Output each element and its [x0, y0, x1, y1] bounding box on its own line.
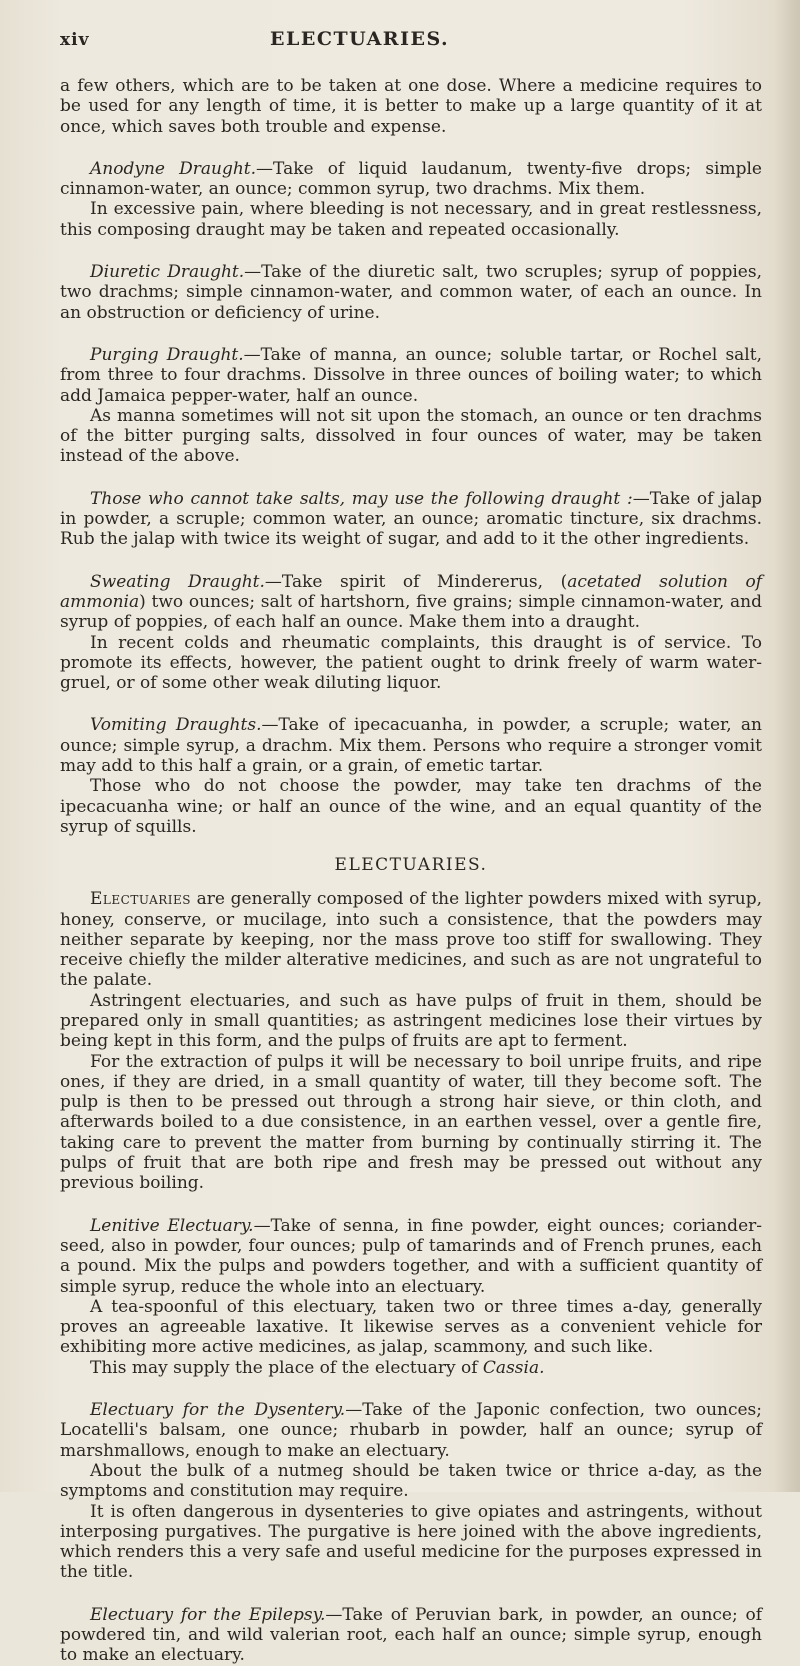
recipe-dysentery-electuary: [60, 1400, 762, 1461]
recipe-title: Those who cannot take salts, may use the following draught :: [90, 488, 633, 509]
paragraph-intro: a few others, which are to be taken at one dose. Where a medicine requires to be used for any length of time, it is better to make up a large quantity of it at once, which saves both trouble and expense.: [60, 76, 762, 137]
running-head: [60, 28, 762, 58]
recipe-title: Diuretic Draught.: [90, 262, 245, 283]
paragraph-lenitive-note: A tea-spoonful of this electuary, taken two or three times a-day, generally proves an agreeable laxative. It likewise serves as a convenient vehicle for exhibiting more active medicines, as jalap, scammony, and such like.: [60, 1296, 762, 1358]
section-heading: ELECTUARIES.: [334, 855, 488, 876]
recipe-body: —Take of senna, in fine powder, eight ounces; coriander-seed, also in powder, four ounces; pulp of tamarinds and of French prunes, each a pound. Mix the pulps and powders together, and with a sufficient quantity of simple syrup, reduce the whole into an electuary.: [60, 1215, 762, 1297]
page-number: xiv: [60, 30, 90, 50]
paragraph-cassia: [60, 1358, 762, 1378]
recipe-vomiting-draughts: [60, 715, 762, 776]
recipe-diuretic-draught: [60, 262, 762, 323]
recipe-title: Anodyne Draught.: [90, 158, 257, 179]
recipe-title: Lenitive Electuary.: [90, 1215, 254, 1236]
recipe-body: —Take of the Japonic confection, two ounces; Locatelli's balsam, one ounce; rhubarb in powder, half an ounce; syrup of marshmallows, enough to make an electuary.: [60, 1400, 763, 1461]
recipe-body-cont: ) two ounces; salt of hartshorn, five grains; simple cinnamon-water, and syrup of poppies, of each half an ounce. Make them into a draught.: [60, 591, 762, 633]
recipe-body: —Take of jalap in powder, a scruple; common water, an ounce; aromatic tincture, six drachms. Rub the jalap with twice its weight of sugar, and add to it the other ingredients.: [60, 488, 763, 550]
recipe-title: Sweating Draught.: [90, 571, 265, 592]
recipe-body: —Take of ipecacuanha, in powder, a scruple; water, an ounce; simple syrup, a drachm. Mix them. Persons who require a stronger vomit may add to this half a grain, or a grain, of emetic tartar.: [60, 715, 762, 777]
paragraph-purging-note: As manna sometimes will not sit upon the stomach, an ounce or ten drachms of the bitter purging salts, dissolved in four ounces of water, may be taken instead of the above.: [60, 405, 762, 467]
paragraph-vomiting-note: Those who do not choose the powder, may take ten drachms of the ipecacuanha wine; or half an ounce of the wine, and an equal quantity of the syrup of squills.: [60, 776, 762, 837]
paragraph-dysentery-note: It is often dangerous in dysenteries to give opiates and astringents, without interposing purgatives. The purgative is here joined with the above ingredients, which renders this a very safe and useful medicine for the purposes expressed in the title.: [60, 1501, 762, 1583]
recipe-body: —Take spirit of Mindererus, (: [264, 571, 568, 592]
running-title: ELECTUARIES.: [270, 28, 450, 50]
recipe-body: —Take of manna, an ounce; soluble tartar, or Rochel salt, from three to four drachms. Dissolve in three ounces of boiling water; to which add Jamaica pepper-water, half an ounce.: [60, 344, 762, 406]
page-edge-shadow: [774, 0, 800, 1492]
paragraph-anodyne-note: In excessive pain, where bleeding is not necessary, and in great restlessness, this composing draught may be taken and repeated occasionally.: [60, 199, 762, 240]
recipe-title: Purging Draught.: [90, 344, 244, 365]
recipe-purging-draught: [60, 345, 762, 406]
recipe-title: Electuary for the Dysentery.: [90, 1400, 346, 1421]
recipe-lenitive-electuary: [60, 1216, 762, 1297]
cassia-word: Cassia.: [482, 1357, 545, 1378]
lead-word: Electuaries: [90, 889, 191, 910]
paragraph-dysentery-dose: About the bulk of a nutmeg should be taken twice or thrice a-day, as the symptoms and constitution may require.: [60, 1460, 762, 1502]
paragraph-body: This may supply the place of the electuary of: [90, 1357, 483, 1378]
recipe-body: —Take of the diuretic salt, two scruples; syrup of poppies, two drachms; simple cinnamon-water, and common water, of each an ounce. In an obstruction or deficiency of urine.: [60, 262, 762, 323]
paragraph-electuaries-intro: [60, 889, 762, 990]
recipe-body: —Take of liquid laudanum, twenty-five drops; simple cinnamon-water, an ounce; common syrup, two drachms. Mix them.: [60, 158, 762, 200]
paragraph-sweating-note: In recent colds and rheumatic complaints, this draught is of service. To promote its effects, however, the patient ought to drink freely of warm water-gruel, or of some other weak diluting liquor.: [60, 632, 762, 694]
paragraph-body: are generally composed of the lighter powders mixed with syrup, honey, conserve, or mucilage, into such a consistence, that the powders may neither separate by keeping, nor the mass prove too stiff for swallowing. They receive chiefly the milder alterative medicines, and such as are not ungrateful to the palate.: [60, 889, 762, 991]
paragraph-astringent: Astringent electuaries, and such as have pulps of fruit in them, should be prepared only in small quantities; as astringent medicines lose their virtues by being kept in this form, and the pulps of fruits are apt to ferment.: [60, 990, 762, 1052]
recipe-title: Electuary for the Epilepsy.: [90, 1604, 326, 1625]
recipe-parenthetical: acetated solution of ammonia: [60, 571, 763, 612]
recipe-title: Vomiting Draughts.: [90, 715, 262, 736]
recipe-body: —Take of Peruvian bark, in powder, an ounce; of powdered tin, and wild valerian root, each half an ounce; simple syrup, enough to make an electuary.: [60, 1604, 762, 1666]
recipe-sweating-draught: [60, 572, 762, 633]
recipe-epilepsy-electuary: [60, 1605, 762, 1666]
paragraph-pulps: For the extraction of pulps it will be necessary to boil unripe fruits, and ripe ones, if they are dried, in a small quantity of water, till they become soft. The pulp is then to be pressed out through a strong hair sieve, or thin cloth, and afterwards boiled to a due consistence, in an earthen vessel, over a gentle fire, taking care to prevent the matter from burning by continually stirring it. The pulps of fruit that are both ripe and fresh may be pressed out without any previous boiling.: [60, 1051, 762, 1194]
recipe-anodyne-draught: [60, 159, 762, 200]
recipe-jalap-draught: [60, 489, 762, 550]
